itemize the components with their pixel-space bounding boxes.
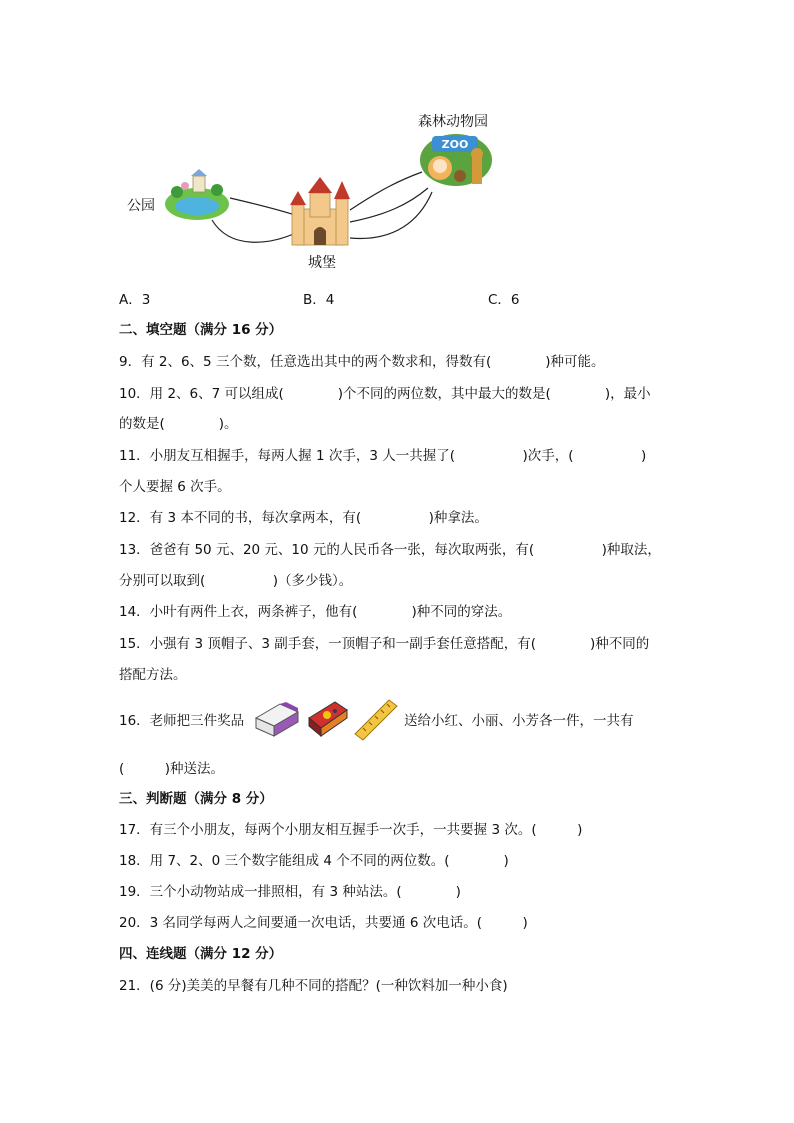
q20: 20．3 名同学每两人之间要通一次电话，共要通 6 次电话。( ) <box>119 915 528 931</box>
zoo-sign-text: ZOO <box>441 138 469 151</box>
q8-option-b: B．4 <box>303 292 335 308</box>
q9: 9．有 2、6、5 三个数，任意选出其中的两个数求和，得数有( )种可能。 <box>119 354 605 370</box>
castle-label: 城堡 <box>308 255 336 271</box>
section-match-title: 四、连线题（满分 12 分） <box>119 946 283 962</box>
q8-option-a: A．3 <box>119 292 151 308</box>
q15-line1: 15．小强有 3 顶帽子、3 副手套，一顶帽子和一副手套任意搭配，有( )种不同的 <box>119 636 650 652</box>
q16-line1-start: 16．老师把三件奖品 <box>119 713 245 729</box>
zoo-label: 森林动物园 <box>418 114 488 130</box>
q12: 12．有 3 本不同的书，每次拿两本，有( )种拿法。 <box>119 510 488 526</box>
q11-line1: 11．小朋友互相握手，每两人握 1 次手，3 人一共握了( )次手，( ) <box>119 448 647 464</box>
q18: 18．用 7、2、0 三个数字能组成 4 个不同的两位数。( ) <box>119 853 509 869</box>
q13-line1: 13．爸爸有 50 元、20 元、10 元的人民币各一张，每次取两张，有( )种取法， <box>119 542 661 558</box>
pencil-box-icon <box>305 696 351 742</box>
q8-option-c: C．6 <box>488 292 520 308</box>
q19: 19．三个小动物站成一排照相，有 3 种站法。( ) <box>119 884 461 900</box>
q17: 17．有三个小朋友，每两个小朋友相互握手一次手，一共要握 3 次。( ) <box>119 822 583 838</box>
q14: 14．小叶有两件上衣，两条裤子，他有( )种不同的穿法。 <box>119 604 512 620</box>
q16-line1-end: 送给小红、小丽、小芳各一件，一共有 <box>404 713 634 729</box>
section-judge-title: 三、判断题（满分 8 分） <box>119 791 273 807</box>
ruler-icon <box>353 696 399 742</box>
castle-icon <box>290 175 350 247</box>
q10-line2: 的数是( )。 <box>119 416 238 432</box>
zoo-icon <box>416 130 494 192</box>
q21: 21．(6 分)美美的早餐有几种不同的搭配？(一种饮料加一种小食) <box>119 978 508 994</box>
q11-line2: 个人要握 6 次手。 <box>119 479 231 495</box>
section-fill-title: 二、填空题（满分 16 分） <box>119 322 283 338</box>
q15-line2: 搭配方法。 <box>119 667 187 683</box>
eraser-icon <box>250 698 302 740</box>
park-icon <box>163 168 231 224</box>
q16-line2: ( )种送法。 <box>119 761 225 777</box>
park-label: 公园 <box>127 198 155 214</box>
q13-line2: 分别可以取到( )（多少钱）。 <box>119 573 353 589</box>
q10-line1: 10．用 2、6、7 可以组成( )个不同的两位数，其中最大的数是( )，最小 <box>119 386 651 402</box>
